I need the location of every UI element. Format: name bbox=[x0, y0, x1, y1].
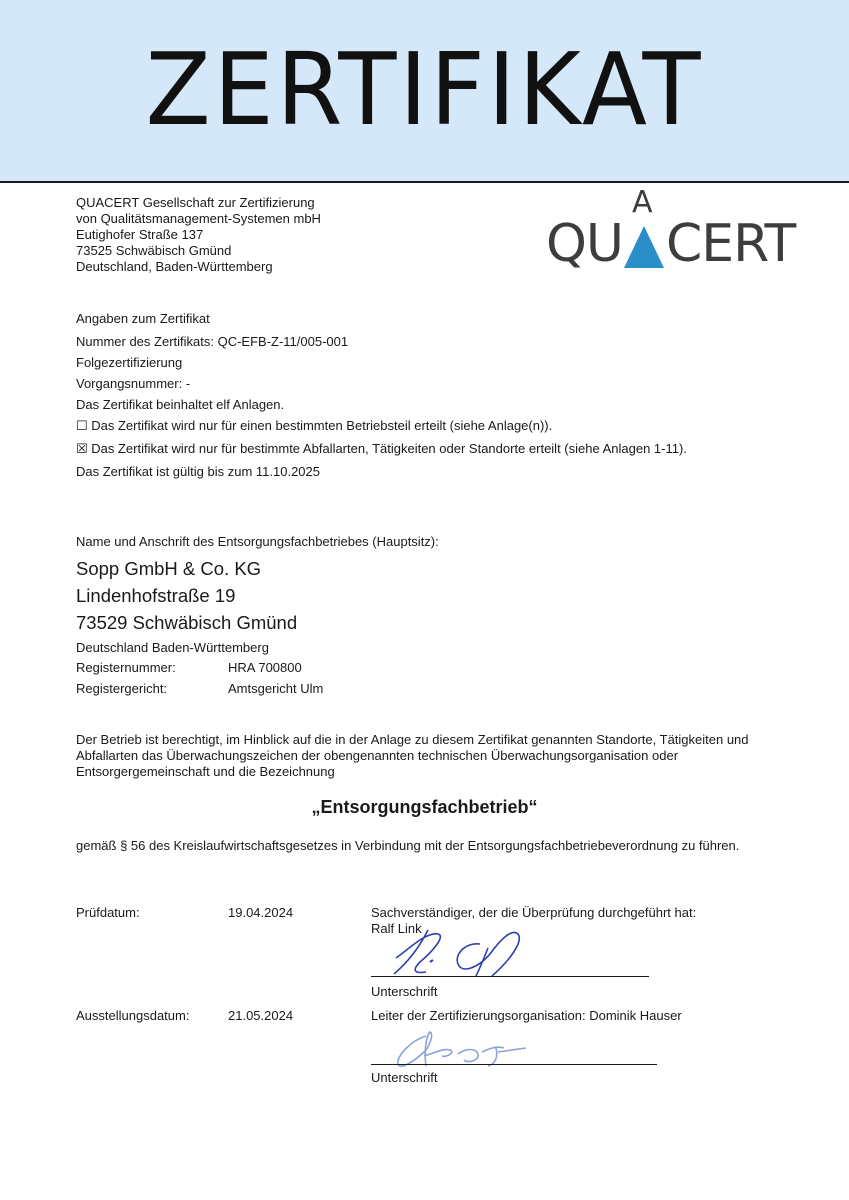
logo-text-right: CERT bbox=[666, 214, 796, 274]
logo-triangle-icon bbox=[624, 226, 664, 268]
expert-signature bbox=[380, 918, 550, 980]
signature-label-1: Unterschrift bbox=[371, 984, 438, 999]
audit-date-value: 19.04.2024 bbox=[228, 905, 294, 920]
legal-basis: gemäß § 56 des Kreislaufwirtschaftsgesetzes in Verbindung mit der Entsorgungsfachbetriebeverordnung zu führen. bbox=[76, 838, 740, 853]
register-number-label: Registernummer: bbox=[76, 660, 176, 675]
issuer-address bbox=[76, 195, 321, 275]
issuer-address-line: Deutschland, Baden-Württemberg bbox=[76, 259, 273, 274]
company-region: Deutschland Baden-Württemberg bbox=[76, 640, 269, 655]
issuer-address-line: QUACERT Gesellschaft zur Zertifizierung bbox=[76, 195, 315, 210]
issuer-address-line: 73525 Schwäbisch Gmünd bbox=[76, 243, 232, 258]
issue-date-value: 21.05.2024 bbox=[228, 1008, 294, 1023]
signature-line-2 bbox=[371, 1064, 657, 1065]
certificate-number: Nummer des Zertifikats: QC-EFB-Z-11/005-001 bbox=[76, 334, 349, 349]
option-business-unit: ☐ Das Zertifikat wird nur für einen bestimmten Betriebsteil erteilt (siehe Anlage(n)). bbox=[76, 418, 553, 433]
logo-text-left: QU bbox=[546, 214, 623, 274]
issuer-address-line: von Qualitätsmanagement-Systemen mbH bbox=[76, 211, 321, 226]
validity-date: Das Zertifikat ist gültig bis zum 11.10.2025 bbox=[76, 464, 320, 479]
issue-date-label: Ausstellungsdatum: bbox=[76, 1008, 190, 1023]
process-number: Vorgangsnummer: - bbox=[76, 376, 191, 391]
company-name: Sopp GmbH & Co. KG bbox=[76, 558, 262, 579]
register-number-value: HRA 700800 bbox=[228, 660, 302, 675]
expert-name: Ralf Link bbox=[371, 921, 422, 936]
designation-heading: „Entsorgungsfachbetrieb“ bbox=[311, 797, 538, 817]
authorization-statement: Der Betrieb ist berechtigt, im Hinblick auf die in der Anlage zu diesem Zertifikat genannten Standorte, Tätigkeiten und Abfallarten das Überwachungszeichen der obengenannten technischen Überwachungsorganisation oder Entsorgergemeinschaft und die Bezeichnung bbox=[76, 732, 749, 779]
title-banner bbox=[0, 0, 849, 183]
head-signature bbox=[386, 1026, 536, 1074]
certificate-section-heading: Angaben zum Zertifikat bbox=[76, 311, 210, 326]
attachments-note: Das Zertifikat beinhaltet elf Anlagen. bbox=[76, 397, 285, 412]
company-street: Lindenhofstraße 19 bbox=[76, 585, 236, 606]
option-waste-types: ☒ Das Zertifikat wird nur für bestimmte Abfallarten, Tätigkeiten oder Standorte erteilt (siehe Anlagen 1-11). bbox=[76, 441, 687, 456]
register-court-value: Amtsgericht Ulm bbox=[228, 681, 324, 696]
signature-label-2: Unterschrift bbox=[371, 1070, 438, 1085]
company-section-heading: Name und Anschrift des Entsorgungsfachbetriebes (Hauptsitz): bbox=[76, 534, 439, 549]
company-city: 73529 Schwäbisch Gmünd bbox=[76, 612, 298, 633]
audit-date-label: Prüfdatum: bbox=[76, 905, 140, 920]
head-label: Leiter der Zertifizierungsorganisation: Dominik Hauser bbox=[371, 1008, 682, 1023]
quacert-logo bbox=[546, 185, 796, 274]
signature-line-1 bbox=[371, 976, 649, 977]
register-court-label: Registergericht: bbox=[76, 681, 168, 696]
certification-type: Folgezertifizierung bbox=[76, 355, 183, 370]
certificate-title: ZERTIFIKAT bbox=[145, 31, 704, 148]
issuer-address-line: Eutighofer Straße 137 bbox=[76, 227, 204, 242]
expert-label: Sachverständiger, der die Überprüfung durchgeführt hat: bbox=[371, 905, 697, 920]
logo-text-top: A bbox=[632, 185, 653, 220]
